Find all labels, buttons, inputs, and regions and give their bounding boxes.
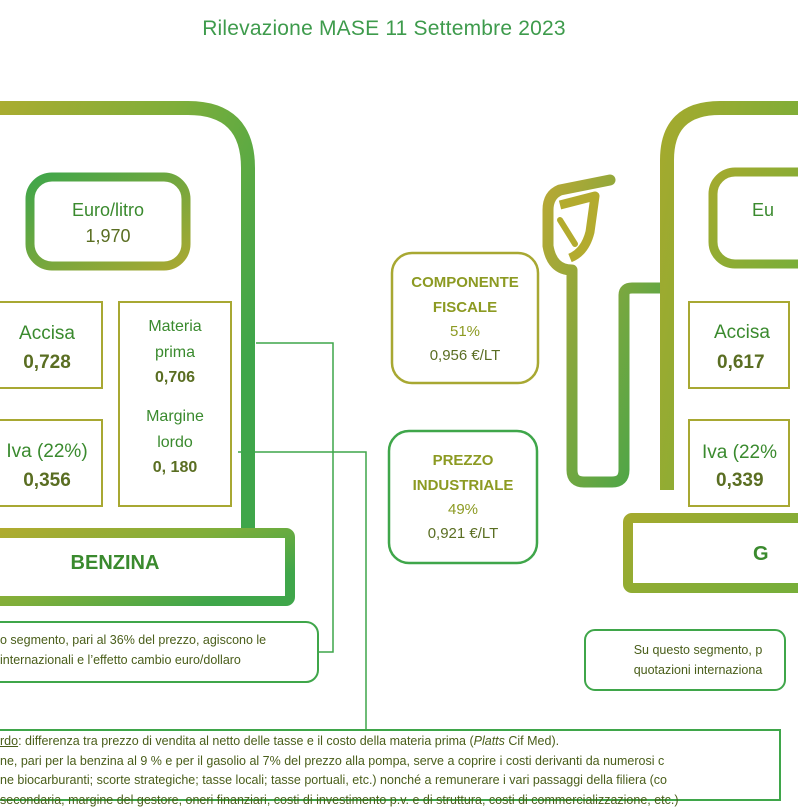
gasolio-pump-base [628,518,798,588]
gasolio-title: G [753,543,769,565]
benzina-note-line1: o segmento, pari al 36% del prezzo, agiscono le [0,633,267,647]
connector-line-margine [238,452,366,730]
benzina-iva [0,436,94,496]
footnote-line1: rdo: differenza tra prezzo di vendita al netto delle tasse e il costo della materia prima (Platts Cif Med). [0,734,560,748]
benzina-iva-value: 0,356 [23,470,71,491]
gasolio-note-line2: quotazioni internaziona [633,663,763,677]
gasolio-price-label: Eu [752,200,775,220]
prezzo-industriale-percent: 49% [447,501,479,518]
prezzo-industriale-line1: PREZZO [432,452,494,469]
benzina-materia-margine [119,314,231,498]
benzina-materia-label-1: Materia [148,318,202,335]
componente-fiscale-value: 0,956 €/LT [429,347,501,364]
benzina-note [0,630,318,670]
footnotes [0,732,768,810]
componente-fiscale [392,266,538,372]
gasolio-pump-outline [667,108,798,490]
footnote-term: rdo [0,734,19,748]
benzina-materia-label-2: prima [154,344,195,361]
benzina-materia-value: 0,706 [154,369,196,386]
benzina-margine-value: 0, 180 [152,459,198,476]
gasolio-accisa-value: 0,617 [717,352,765,373]
benzina-price-label: Euro/litro [71,200,145,220]
gasolio-note [598,640,798,680]
componente-fiscale-line1: COMPONENTE [411,274,519,291]
page-title: Rilevazione MASE 11 Settembre 2023 [202,17,566,40]
prezzo-industriale-value: 0,921 €/LT [427,525,499,542]
gasolio-iva-label: Iva (22% [702,442,777,463]
gasolio-accisa-label: Accisa [714,322,770,343]
gasolio-note-line1: Su questo segmento, p [633,643,763,657]
benzina-iva-label: Iva (22%) [6,441,88,462]
componente-fiscale-line2: FISCALE [432,299,498,316]
benzina-accisa [0,318,94,378]
benzina-accisa-value: 0,728 [23,352,71,373]
benzina-note-line2: internazionali e l’effetto cambio euro/dollaro [0,653,241,667]
footnote-line2: ne, pari per la benzina al 9 % e per il gasolio al 7% del prezzo alla pompa, serve a coprire i costi derivanti da numerosi c [0,753,665,768]
benzina-margine-label-1: Margine [146,408,204,425]
prezzo-industriale-line2: INDUSTRIALE [412,477,514,494]
gasolio-iva-value: 0,339 [716,470,764,491]
footnote-line4: secondaria, margine del gestore, oneri finanziari, costi di investimento p.v. e di struttura, costi di commercializzazione, etc.) [0,792,679,807]
prezzo-industriale [389,444,537,550]
benzina-margine-label-2: lordo [157,434,193,451]
benzina-title: BENZINA [70,552,160,574]
componente-fiscale-percent: 51% [449,323,481,340]
footnote-line3: ne biocarburanti; scorte strategiche; tasse locali; tasse portuali, etc.) nonché a remunerare i vari passaggi della filiera (co [0,773,668,787]
benzina-price-value: 1,970 [85,226,131,246]
benzina-display [30,190,186,256]
benzina-accisa-label: Accisa [19,323,75,344]
